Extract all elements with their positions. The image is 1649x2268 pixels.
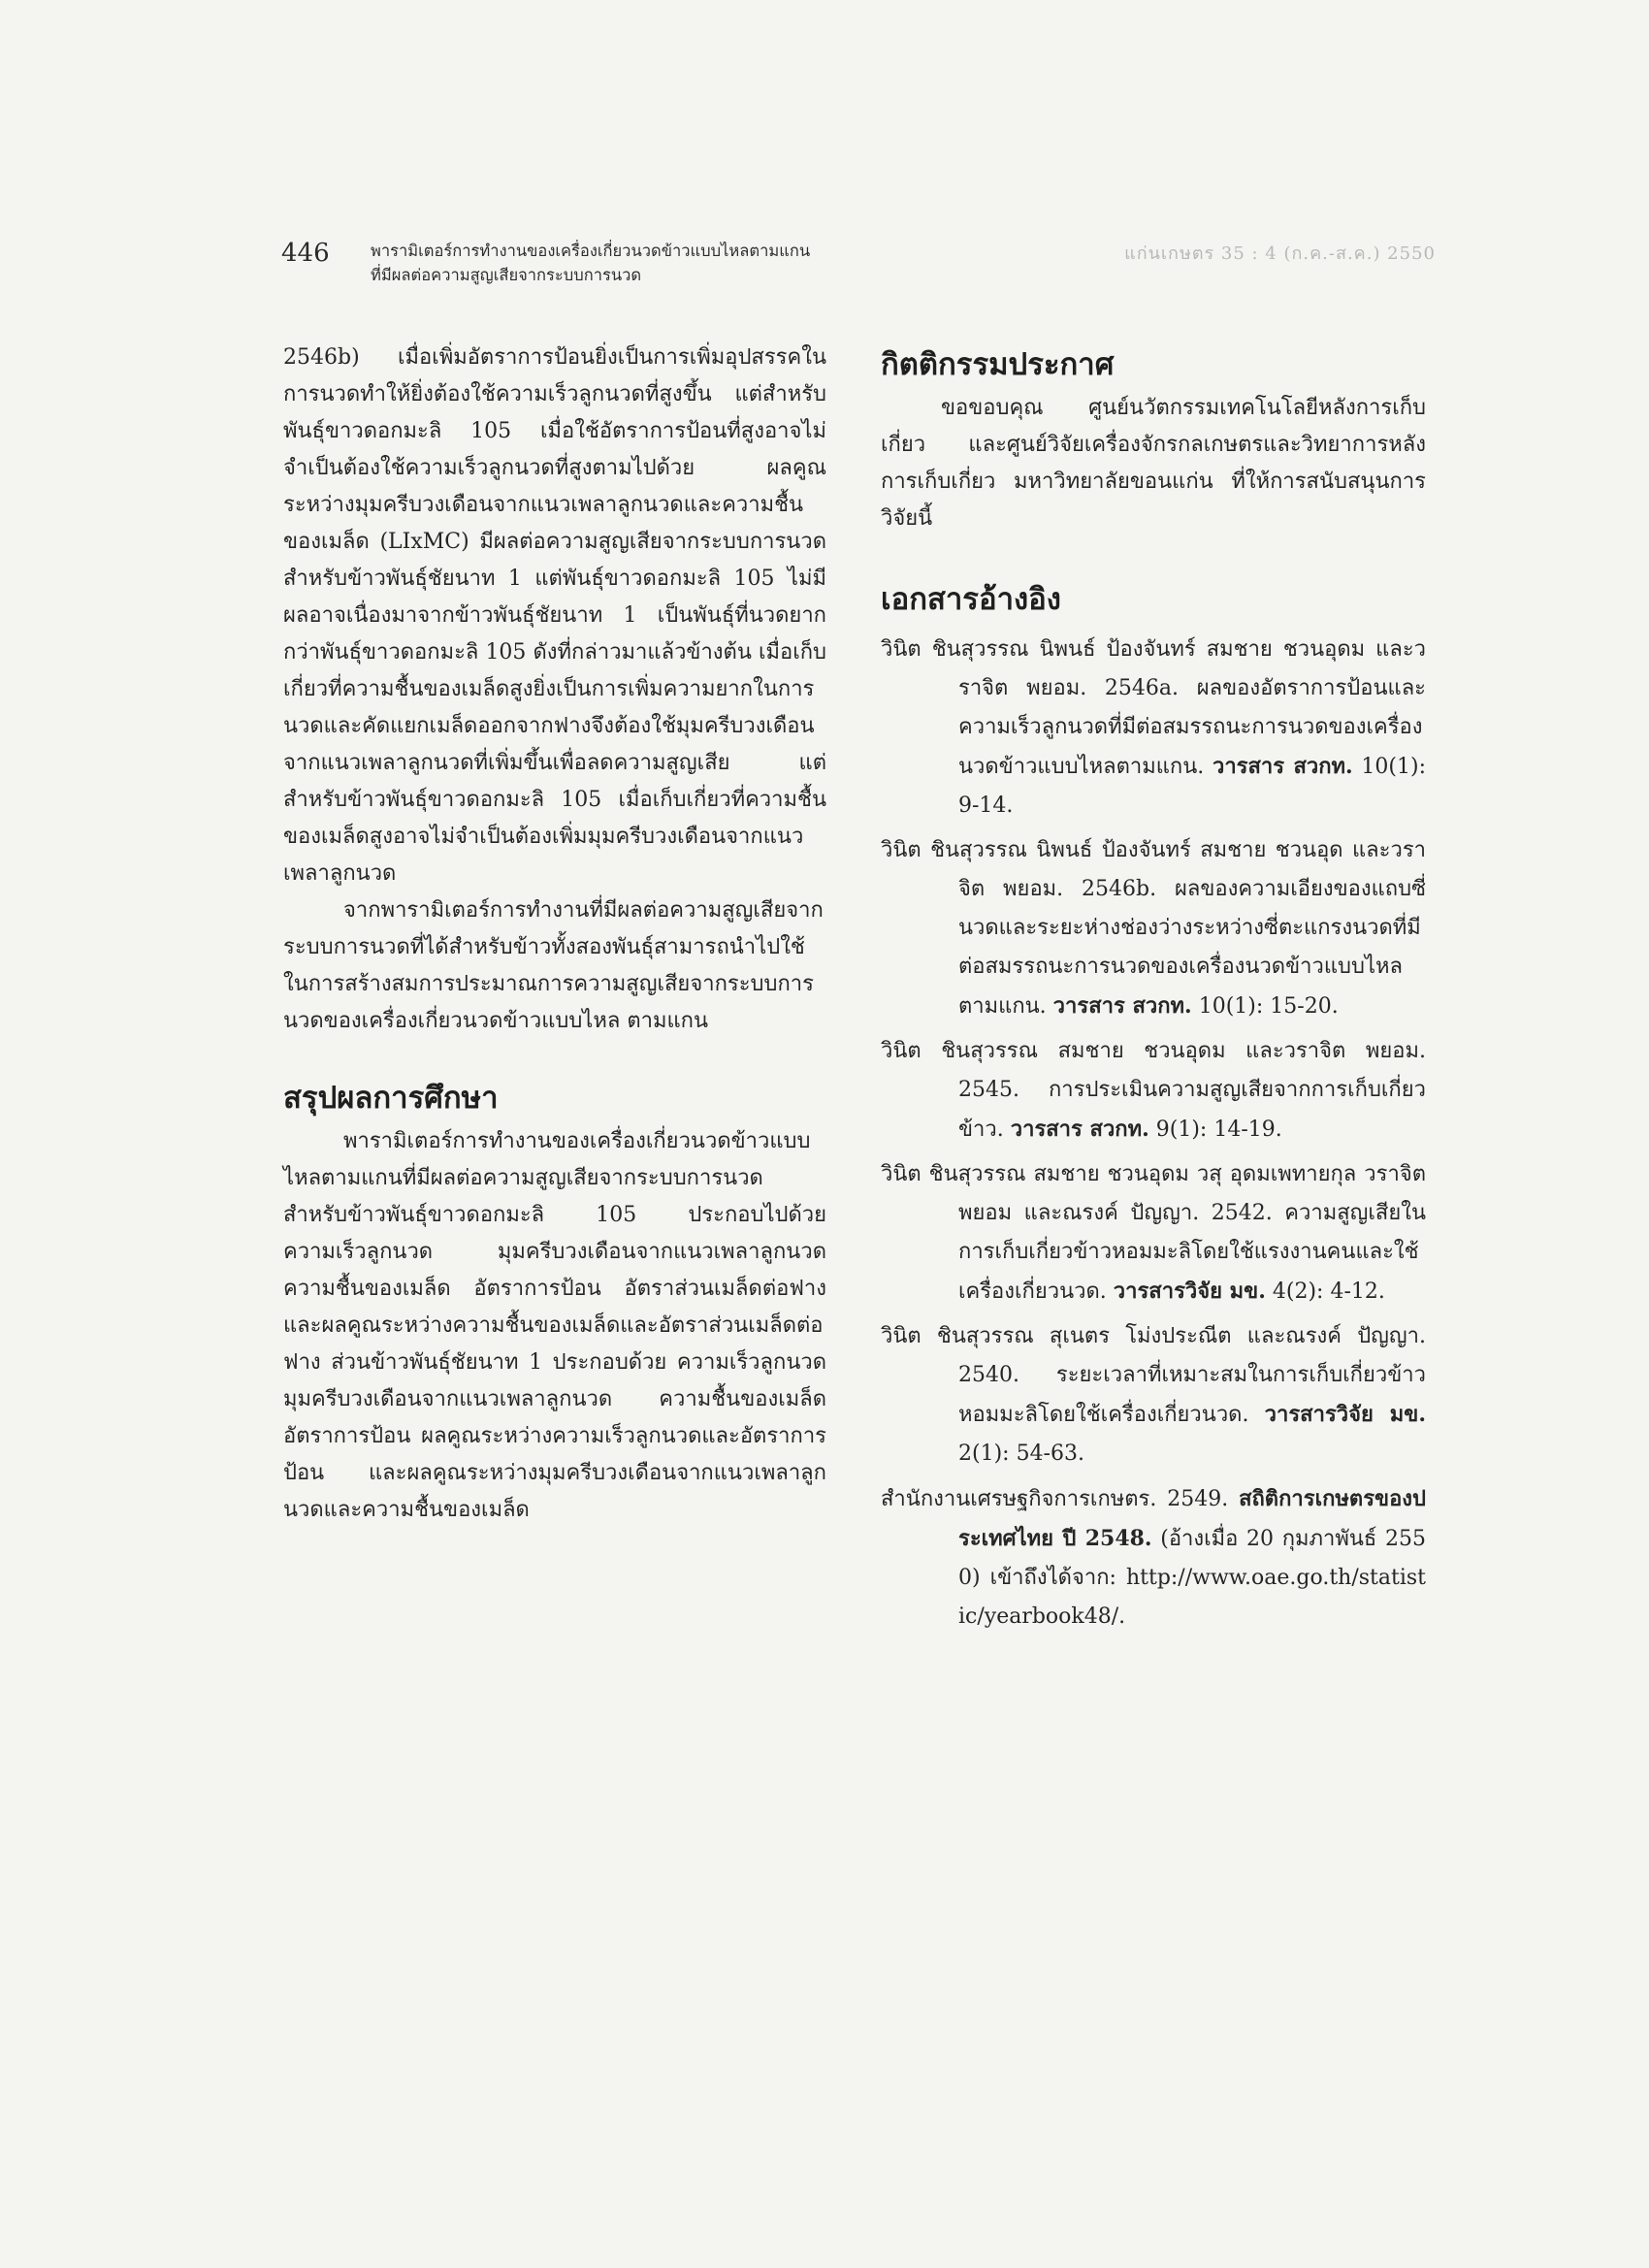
reference-item: วินิต ชินสุวรรณ นิพนธ์ ป้องจันทร์ สมชาย ชวนอุดม และวราจิต พยอม. 2546a. ผลของอัตราการป้อนและความเร็วลูกนวดที่มีต่อสมรรถนะการนวดของเครื่องนวดข้าวแบบไหลตามแกน. วารสาร สวกท. 10(1): 9-14. — [881, 637, 1427, 818]
reference-item: สำนักงานเศรษฐกิจการเกษตร. 2549. สถิติการเกษตรของประเทศไทย ปี 2548. (อ้างเมื่อ 20 กุมภาพันธ์ 2550) เข้าถึงได้จาก: http://www.oae.go.th/statistic/yearbook48/. — [881, 1486, 1427, 1629]
running-title-line-2: ที่มีผลต่อความสูญเสียจากระบบการนวด — [371, 266, 642, 284]
reference-list — [881, 631, 1426, 1636]
right-column — [881, 340, 1426, 1642]
discussion-paragraph-2: จากพารามิเตอร์การทำงานที่มีผลต่อความสูญเสียจากระบบการนวดที่ได้สำหรับข้าวทั้งสองพันธุ์สามารถนำไปใช้ในการสร้างสมการประมาณการความสูญเสียจากระบบการนวดของเครื่องเกี่ยวนวดข้าวแบบไหล ตามแกน — [283, 898, 824, 1033]
reference-item: วินิต ชินสุวรรณ สมชาย ชวนอุดม และวราจิต พยอม. 2545. การประเมินความสูญเสียจากการเก็บเกี่ยวข้าว. วารสาร สวกท. 9(1): 14-19. — [881, 1039, 1426, 1142]
acknowledgement-text: ขอขอบคุณ ศูนย์นวัตกรรมเทคโนโลยีหลังการเก็บเกี่ยว และศูนย์วิจัยเครื่องจักรกลเกษตรและวิทยาการหลังการเก็บเกี่ยว มหาวิทยาลัยขอนแก่น ที่ให้การสนับสนุนการวิจัยนี้ — [881, 396, 1426, 531]
left-column — [283, 340, 826, 1529]
journal-reference: แก่นเกษตร 35 : 4 (ก.ค.-ส.ค.) 2550 — [1124, 243, 1436, 264]
conclusion-heading: สรุปผลการศึกษา — [283, 1081, 499, 1116]
reference-item: วินิต ชินสุวรรณ สมชาย ชวนอุดม วสุ อุดมเพทายกุล วราจิต พยอม และณรงค์ ปัญญา. 2542. ความสูญเสียในการเก็บเกี่ยวข้าวหอมมะลิโดยใช้แรงงานคนและใช้เครื่องเกี่ยวนวด. วารสารวิจัย มข. 4(2): 4-12. — [881, 1162, 1426, 1304]
page-number: 446 — [281, 239, 330, 268]
conclusion-paragraph: พารามิเตอร์การทำงานของเครื่องเกี่ยวนวดข้าวแบบไหลตามแกนที่มีผลต่อความสูญเสียจากระบบการนวดสำหรับข้าวพันธุ์ขาวดอกมะลิ 105 ประกอบไปด้วย ความเร็วลูกนวด มุมครีบวงเดือนจากแนวเพลาลูกนวด ความชื้นของเมล็ด อัตราการป้อน อัตราส่วนเมล็ดต่อฟาง และผลคูณระหว่างความชื้นของเมล็ดและอัตราส่วนเมล็ดต่อฟาง ส่วนข้าวพันธุ์ชัยนาท 1 ประกอบด้วย ความเร็วลูกนวด มุมครีบวงเดือนจากแนวเพลาลูกนวด ความชื้นของเมล็ด อัตราการป้อน ผลคูณระหว่างความเร็วลูกนวดและอัตราการป้อน และผลคูณระหว่างมุมครีบวงเดือนจากแนวเพลาลูกนวดและความชื้นของเมล็ด — [283, 1129, 826, 1522]
reference-item: วินิต ชินสุวรรณ สุเนตร โม่งประณีต และณรงค์ ปัญญา. 2540. ระยะเวลาที่เหมาะสมในการเก็บเกี่ยวข้าวหอมมะลิโดยใช้เครื่องเกี่ยวนวด. วารสารวิจัย มข. 2(1): 54-63. — [881, 1324, 1426, 1466]
running-title — [371, 239, 991, 287]
acknowledgement-heading: กิตติกรรมประกาศ — [881, 347, 1115, 382]
page-header — [281, 233, 1436, 301]
discussion-paragraph-1: 2546b) เมื่อเพิ่มอัตราการป้อนยิ่งเป็นการเพิ่มอุปสรรคในการนวดทำให้ยิ่งต้องใช้ความเร็วลูกนวดที่สูงขึ้น แต่สำหรับพันธุ์ขาวดอกมะลิ 105 เมื่อใช้อัตราการป้อนที่สูงอาจไม่จำเป็นต้องใช้ความเร็วลูกนวดที่สูงตามไปด้วย ผลคูณระหว่างมุมครีบวงเดือนจากแนวเพลาลูกนวดและความชื้นของเมล็ด (LIxMC) มีผลต่อความสูญเสียจากระบบการนวดสำหรับข้าวพันธุ์ชัยนาท 1 แต่พันธุ์ขาวดอกมะลิ 105 ไม่มีผลอาจเนื่องมาจากข้าวพันธุ์ชัยนาท 1 เป็นพันธุ์ที่นวดยากกว่าพันธุ์ขาวดอกมะลิ 105 ดังที่กล่าวมาแล้วข้างต้น เมื่อเก็บเกี่ยวที่ความชื้นของเมล็ดสูงยิ่งเป็นการเพิ่มความยากในการนวดและคัดแยกเมล็ดออกจากฟางจึงต้องใช้มุมครีบวงเดือนจากแนวเพลาลูกนวดที่เพิ่มขึ้นเพื่อลดความสูญเสีย แต่สำหรับข้าวพันธุ์ขาวดอกมะลิ 105 เมื่อเก็บเกี่ยวที่ความชื้นของเมล็ดสูงอาจไม่จำเป็นต้องเพิ่มมุมครีบวงเดือนจากแนวเพลาลูกนวด — [283, 345, 826, 886]
references-heading: เอกสารอ้างอิง — [881, 582, 1061, 617]
running-title-line-1: พารามิเตอร์การทำงานของเครื่องเกี่ยวนวดข้าวแบบไหลตามแกน — [371, 242, 811, 260]
reference-item: วินิต ชินสุวรรณ นิพนธ์ ป้องจันทร์ สมชาย ชวนอุด และวราจิต พยอม. 2546b. ผลของความเอียงของแถบซี่นวดและระยะห่างช่องว่างระหว่างซี่ตะแกรงนวดที่มีต่อสมรรถนะการนวดของเครื่องนวดข้าวแบบไหลตามแกน. วารสาร สวกท. 10(1): 15-20. — [881, 838, 1426, 1019]
